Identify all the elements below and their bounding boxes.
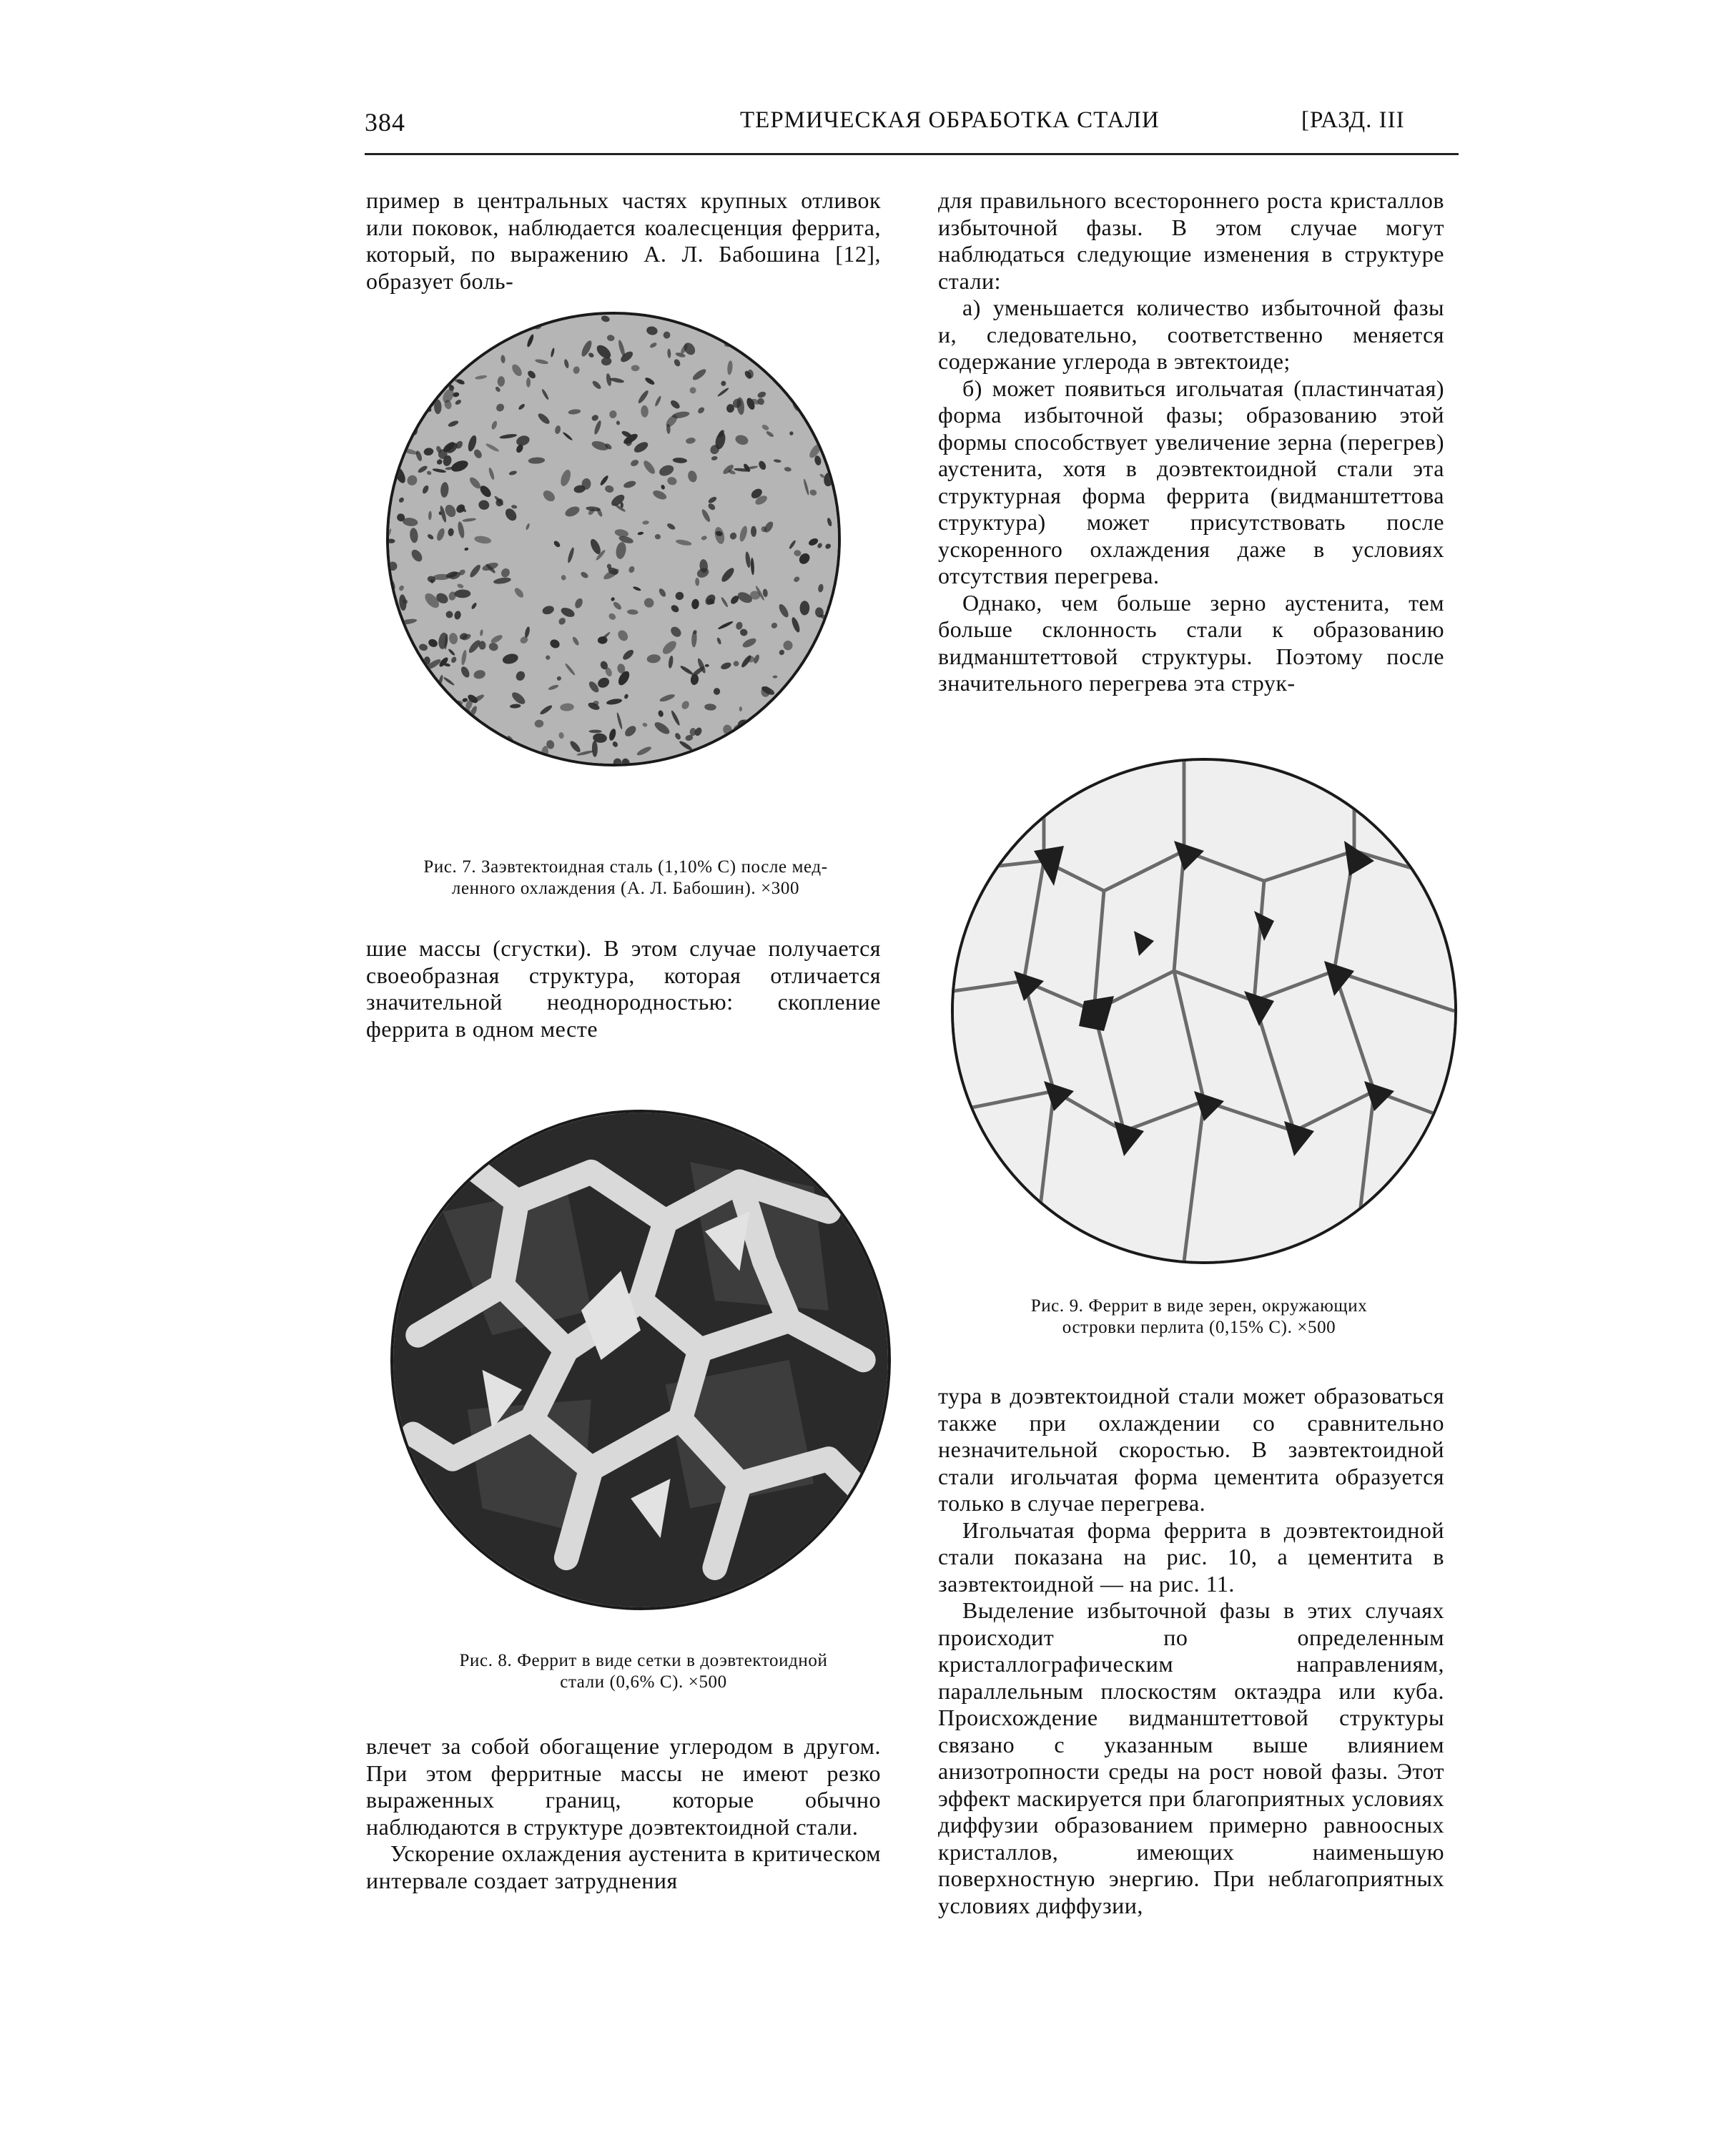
texture-speck xyxy=(766,324,775,333)
texture-speck xyxy=(441,337,452,345)
texture-speck xyxy=(696,316,707,332)
texture-speck xyxy=(736,340,741,345)
texture-speck xyxy=(394,630,408,642)
texture-speck xyxy=(829,625,836,638)
paragraph: Ускорение охлаждения аустенита в критическом интервале создает затруднения xyxy=(366,1840,881,1893)
caption-line: островки перлита (0,15% С). ×500 xyxy=(1062,1318,1336,1337)
texture-speck xyxy=(428,719,442,737)
figure-9-caption xyxy=(938,1296,1460,1338)
texture-speck xyxy=(724,342,734,347)
texture-speck xyxy=(820,712,827,720)
right-top-text xyxy=(938,187,1444,697)
texture-speck xyxy=(818,382,830,388)
left-bottom-text xyxy=(366,1733,881,1894)
texture-speck xyxy=(452,315,469,330)
texture-speck xyxy=(500,315,513,332)
texture-speck xyxy=(631,365,640,372)
texture-speck xyxy=(455,315,473,324)
texture-speck xyxy=(400,641,408,649)
texture-speck xyxy=(832,409,838,418)
texture-speck xyxy=(726,315,739,326)
texture-speck xyxy=(400,722,410,738)
texture-speck xyxy=(430,703,439,711)
paragraph: а) уменьшается количество избыточной фазы и, следовательно, соответственно меняется содержание углерода в эвтектоиде; xyxy=(938,295,1444,374)
texture-speck xyxy=(428,340,444,347)
texture-speck xyxy=(433,724,445,737)
texture-speck xyxy=(749,752,764,764)
texture-speck xyxy=(789,357,797,367)
texture-speck xyxy=(702,754,714,761)
texture-speck xyxy=(775,365,783,370)
paragraph: Выделение избыточной фазы в этих случаях происходит по определенным кристаллографическим направлениям, параллельным плоскостям октаэдра или куба. Происхождение видманштеттовой структуры связано с указанным выше влиянием анизотропности среды на рост новой фазы. Этот эффект маскируется при благоприятных условиях диффузии образованием примерно равноосных кристаллов, имеющих наименьшую поверхностную энергию. При неблагоприятных условиях диффузии, xyxy=(938,1597,1444,1918)
texture-speck xyxy=(767,712,779,725)
texture-speck xyxy=(389,694,400,709)
texture-speck xyxy=(813,679,822,689)
caption-line: Рис. 9. Феррит в виде зерен, окружающих xyxy=(1030,1296,1368,1316)
texture-speck xyxy=(393,706,397,716)
texture-speck xyxy=(435,714,450,724)
texture-speck xyxy=(439,315,453,328)
texture-speck xyxy=(743,335,756,345)
texture-speck xyxy=(401,336,418,351)
texture-speck xyxy=(726,321,738,331)
texture-speck xyxy=(392,342,402,352)
page-number: 384 xyxy=(365,108,405,137)
caption-line: Рис. 7. Заэвтектоидная сталь (1,10% С) после мед- xyxy=(423,857,828,877)
paragraph: шие массы (сгустки). В этом случае получается своеобразная структура, которая отличается значительной неоднородностью: скопление феррита в одном месте xyxy=(366,935,881,1042)
right-bottom-text xyxy=(938,1383,1444,1919)
texture-speck xyxy=(395,683,405,693)
figure-9-micrograph xyxy=(951,758,1457,1264)
texture-speck xyxy=(410,329,421,342)
texture-speck xyxy=(458,715,474,727)
texture-speck xyxy=(793,363,808,373)
texture-speck xyxy=(589,730,602,734)
texture-speck xyxy=(454,335,460,341)
texture-speck xyxy=(799,331,812,343)
paragraph: пример в центральных частях крупных отливок или поковок, наблюдается коалесценция феррита, который, по выражению А. Л. Бабошина [12], образует боль- xyxy=(366,187,881,294)
texture-speck xyxy=(418,411,424,418)
texture-speck xyxy=(743,335,749,340)
texture-speck xyxy=(423,382,431,393)
texture-speck xyxy=(808,415,822,428)
texture-speck xyxy=(811,315,820,320)
texture-speck xyxy=(423,385,433,395)
texture-speck xyxy=(410,719,426,734)
texture-speck xyxy=(824,354,837,366)
texture-speck xyxy=(403,402,415,415)
texture-speck xyxy=(419,317,433,330)
section-label: [РАЗД. III xyxy=(1301,107,1405,133)
texture-speck xyxy=(714,688,720,695)
texture-speck xyxy=(820,694,828,703)
texture-speck xyxy=(824,392,829,398)
texture-speck xyxy=(755,751,764,761)
texture-speck xyxy=(442,315,456,329)
texture-speck xyxy=(404,320,409,327)
texture-speck xyxy=(436,700,453,710)
texture-speck xyxy=(822,344,829,360)
paragraph: Однако, чем больше зерно аустенита, тем больше склонность стали к образованию видманштеттовой структуры. Поэтому после значительного перегрева эта струк- xyxy=(938,589,1444,696)
texture-speck xyxy=(452,327,463,333)
texture-speck xyxy=(757,332,772,338)
texture-speck xyxy=(424,739,440,754)
texture-speck xyxy=(420,361,427,366)
figure-8-caption xyxy=(372,1650,915,1693)
figure-8-micrograph xyxy=(390,1110,891,1610)
caption-line: Рис. 8. Феррит в виде сетки в доэвтектоидной xyxy=(459,1651,828,1670)
texture-speck xyxy=(816,418,829,436)
texture-speck xyxy=(434,383,440,389)
texture-speck xyxy=(423,342,429,348)
texture-speck xyxy=(506,315,513,318)
texture-speck xyxy=(420,716,427,719)
texture-speck xyxy=(438,719,451,733)
caption-line: стали (0,6% С). ×500 xyxy=(560,1672,727,1692)
running-title: ТЕРМИЧЕСКАЯ ОБРАБОТКА СТАЛИ xyxy=(740,107,1160,133)
texture-speck xyxy=(425,340,434,356)
texture-speck xyxy=(465,315,474,318)
texture-speck xyxy=(420,726,430,734)
texture-speck xyxy=(418,703,430,716)
texture-speck xyxy=(806,745,812,755)
texture-speck xyxy=(450,719,460,728)
texture-speck xyxy=(819,645,827,664)
paragraph: Игольчатая форма феррита в доэвтектоидной стали показана на рис. 10, а цементита в заэвтектоидной — на рис. 11. xyxy=(938,1517,1444,1597)
texture-speck xyxy=(431,317,441,327)
figure-7-caption xyxy=(365,857,887,899)
texture-speck xyxy=(392,384,403,396)
texture-speck xyxy=(797,740,807,749)
paragraph: б) может появиться игольчатая (пластинчатая) форма избыточной фазы; образованию этой формы способствует увеличение зерна (перегрев) аустенита, хотя в доэвтектоидной стали эта структурная форма феррита (видманштеттова структура) может присутствовать после ускоренного охлаждения даже в условиях отсутствия перегрева. xyxy=(938,375,1444,588)
paragraph: для правильного всестороннего роста кристаллов избыточной фазы. В этом случае могут наблюдаться следующие изменения в структуре стали: xyxy=(938,187,1444,294)
texture-speck xyxy=(395,405,406,415)
texture-speck xyxy=(809,715,819,726)
texture-speck xyxy=(781,734,794,746)
caption-line: ленного охлаждения (А. Л. Бабошин). ×300 xyxy=(451,879,800,898)
figure-7-micrograph xyxy=(386,312,841,766)
texture-speck xyxy=(752,717,764,728)
left-middle-text xyxy=(366,935,881,1042)
texture-speck xyxy=(393,392,401,402)
texture-speck xyxy=(457,352,467,363)
page-header xyxy=(365,107,1459,155)
texture-speck xyxy=(761,737,771,749)
texture-speck xyxy=(390,666,398,671)
fig9-image xyxy=(954,761,1454,1261)
texture-speck xyxy=(769,352,779,370)
fig8-image xyxy=(393,1113,888,1607)
texture-speck xyxy=(424,656,430,665)
left-intro-text xyxy=(366,187,881,295)
texture-speck xyxy=(739,706,742,711)
texture-speck xyxy=(390,661,403,674)
texture-speck xyxy=(803,674,819,683)
texture-speck xyxy=(400,321,413,340)
texture-speck xyxy=(774,704,784,719)
texture-speck xyxy=(456,320,473,337)
texture-speck xyxy=(756,334,764,342)
texture-speck xyxy=(389,449,396,463)
texture-speck xyxy=(466,732,475,749)
fig7-image xyxy=(389,315,838,764)
texture-speck xyxy=(828,315,837,323)
texture-speck xyxy=(389,648,399,661)
texture-speck xyxy=(409,707,420,719)
paragraph: влечет за собой обогащение углеродом в другом. При этом ферритные массы не имеют резко выраженных границ, которые обычно наблюдаются в структуре доэвтектоидной стали. xyxy=(366,1733,881,1840)
texture-speck xyxy=(819,352,828,358)
texture-speck xyxy=(401,394,412,409)
texture-speck xyxy=(816,665,829,681)
texture-speck xyxy=(828,729,838,741)
texture-speck xyxy=(824,645,838,654)
texture-speck xyxy=(389,748,397,760)
texture-speck xyxy=(451,315,460,323)
paragraph: тура в доэвтектоидной стали может образоваться также при охлаждении со сравнительно незначительной скоростью. В заэвтектоидной стали игольчатая форма цементита образуется только в случае перегрева. xyxy=(938,1383,1444,1516)
texture-speck xyxy=(522,749,530,758)
texture-speck xyxy=(827,322,838,334)
